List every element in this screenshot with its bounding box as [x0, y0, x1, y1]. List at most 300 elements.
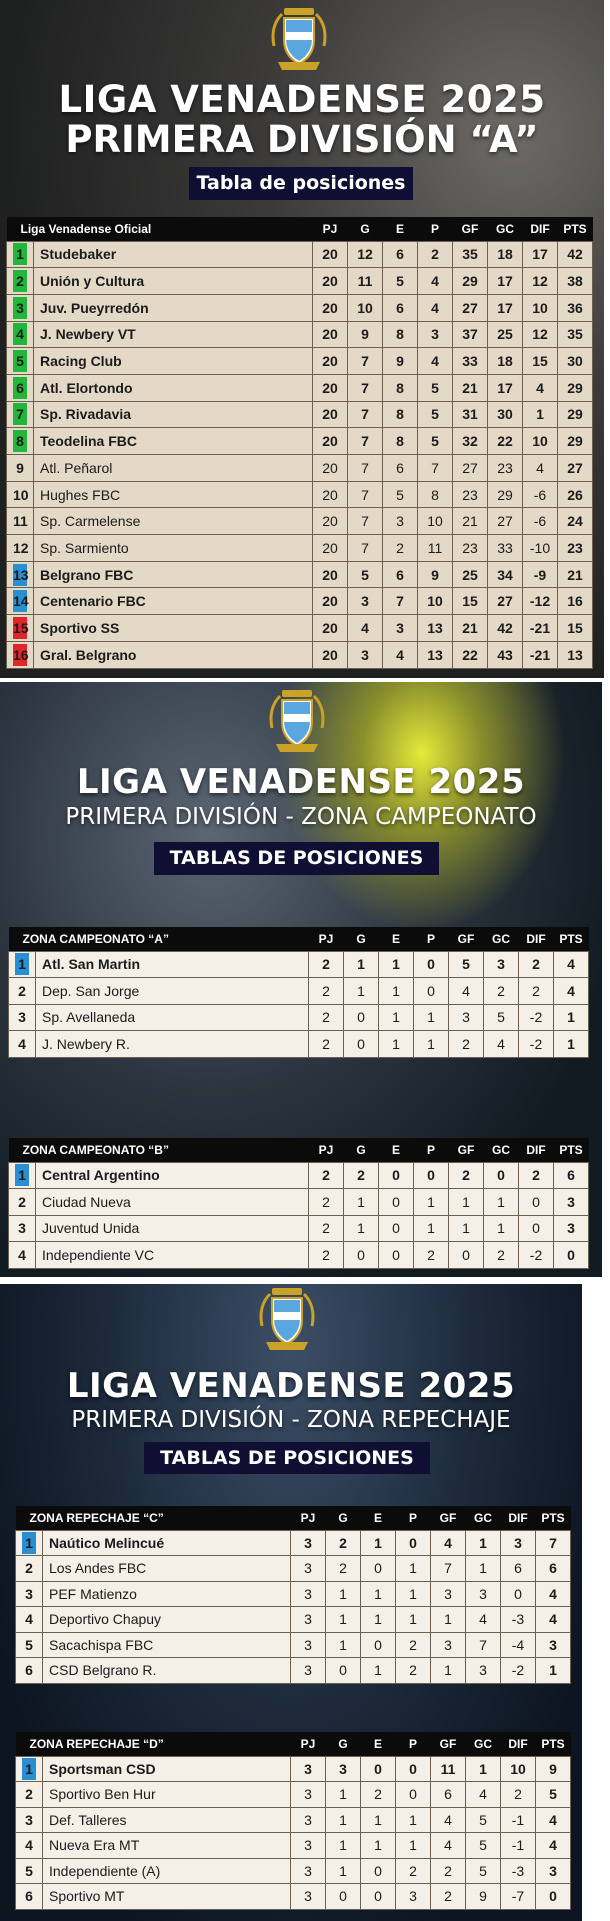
- rank-number: 3: [13, 297, 27, 319]
- table-row: [7, 294, 593, 321]
- team-name: CSD Belgrano R.: [43, 1658, 291, 1684]
- column-header-dif: DIF: [519, 927, 554, 951]
- rank-cell: [16, 1607, 43, 1633]
- league-crest-icon: [266, 688, 328, 756]
- stat-pj: 20: [313, 401, 348, 428]
- panel2-title: LIGA VENADENSE 2025: [76, 762, 526, 802]
- stat-gc: 23: [488, 455, 523, 482]
- rank-number: 1: [22, 1532, 36, 1554]
- rank-number: 4: [13, 323, 27, 345]
- stat-pj: 20: [313, 535, 348, 562]
- stat-gc: 1: [484, 1215, 519, 1242]
- table-row: [16, 1658, 571, 1684]
- column-header-p: P: [414, 1138, 449, 1162]
- stat-pj: 3: [291, 1607, 326, 1633]
- rank-cell: [7, 241, 34, 268]
- column-header-gf: GF: [431, 1732, 466, 1756]
- rank-cell: [16, 1884, 43, 1910]
- column-header-dif: DIF: [523, 217, 558, 241]
- table-row: [7, 615, 593, 642]
- column-header-gc: GC: [484, 927, 519, 951]
- panel1-badge: Tabla de posiciones: [189, 167, 413, 200]
- stat-gf: 0: [449, 1242, 484, 1269]
- stat-p: 3: [396, 1884, 431, 1910]
- table-row: [16, 1858, 571, 1884]
- stat-gc: 27: [488, 508, 523, 535]
- team-name: Central Argentino: [36, 1162, 309, 1189]
- table-header-row: [16, 1732, 571, 1756]
- rank-number: 4: [25, 1611, 33, 1628]
- stat-p: 0: [396, 1756, 431, 1782]
- stat-e: 8: [383, 374, 418, 401]
- stat-dif: 4: [523, 374, 558, 401]
- stat-pj: 20: [313, 561, 348, 588]
- stat-pts: 4: [554, 978, 589, 1005]
- stat-g: 1: [344, 1189, 379, 1216]
- rank-number: 5: [13, 350, 27, 372]
- stat-p: 0: [396, 1782, 431, 1808]
- stat-pts: 0: [536, 1884, 571, 1910]
- column-header-e: E: [383, 217, 418, 241]
- panel3-subtitle: PRIMERA DIVISIÓN - ZONA REPECHAJE: [71, 1407, 511, 1433]
- stat-g: 7: [348, 455, 383, 482]
- rank-cell: [16, 1858, 43, 1884]
- rank-number: 2: [13, 270, 27, 292]
- rank-number: 8: [13, 430, 27, 452]
- team-name: Racing Club: [34, 348, 313, 375]
- column-header-pj: PJ: [313, 217, 348, 241]
- rank-cell: [7, 428, 34, 455]
- stat-g: 1: [326, 1858, 361, 1884]
- panel3-title: LIGA VENADENSE 2025: [66, 1366, 516, 1406]
- stat-dif: 17: [523, 241, 558, 268]
- column-header-p: P: [418, 217, 453, 241]
- stat-pj: 20: [313, 428, 348, 455]
- stat-e: 0: [361, 1556, 396, 1582]
- stat-e: 3: [383, 508, 418, 535]
- stat-pj: 2: [309, 1189, 344, 1216]
- stat-pj: 2: [309, 951, 344, 978]
- stat-e: 1: [361, 1807, 396, 1833]
- stat-dif: -2: [519, 1242, 554, 1269]
- rank-number: 1: [22, 1758, 36, 1780]
- column-header-g: G: [344, 927, 379, 951]
- stat-dif: -1: [501, 1807, 536, 1833]
- table-name-header: ZONA REPECHAJE “C”: [16, 1506, 291, 1530]
- stat-dif: 2: [519, 1162, 554, 1189]
- rank-cell: [9, 1004, 36, 1031]
- stat-dif: 12: [523, 268, 558, 295]
- table-row: [7, 508, 593, 535]
- stat-gc: 0: [484, 1162, 519, 1189]
- stat-p: 10: [418, 588, 453, 615]
- stat-gc: 3: [466, 1581, 501, 1607]
- stat-gf: 4: [431, 1530, 466, 1556]
- stat-gf: 1: [431, 1607, 466, 1633]
- stat-dif: 2: [501, 1782, 536, 1808]
- rank-number: 9: [16, 459, 24, 476]
- stat-dif: -3: [501, 1858, 536, 1884]
- stat-pj: 3: [291, 1658, 326, 1684]
- stat-e: 8: [383, 321, 418, 348]
- table-header-row: [7, 217, 593, 241]
- panel2-subtitle: PRIMERA DIVISIÓN - ZONA CAMPEONATO: [65, 804, 537, 830]
- team-name: Sp. Carmelense: [34, 508, 313, 535]
- panel-zona-campeonato: [0, 682, 602, 1277]
- stat-pj: 20: [313, 481, 348, 508]
- team-name: Sp. Sarmiento: [34, 535, 313, 562]
- table-row: [9, 1215, 589, 1242]
- stat-p: 1: [414, 1189, 449, 1216]
- column-header-g: G: [344, 1138, 379, 1162]
- rank-number: 16: [13, 644, 27, 666]
- table-header-row: [9, 1138, 589, 1162]
- table-row: [7, 641, 593, 668]
- stat-g: 0: [344, 1004, 379, 1031]
- table-row: [9, 951, 589, 978]
- stat-gf: 23: [453, 535, 488, 562]
- stat-pts: 7: [536, 1530, 571, 1556]
- stat-pj: 3: [291, 1632, 326, 1658]
- team-name: PEF Matienzo: [43, 1581, 291, 1607]
- rank-number: 6: [13, 377, 27, 399]
- stat-gf: 23: [453, 481, 488, 508]
- column-header-pts: PTS: [558, 217, 593, 241]
- stat-gc: 1: [466, 1530, 501, 1556]
- table-row: [16, 1556, 571, 1582]
- rank-number: 6: [25, 1662, 33, 1679]
- stat-p: 8: [418, 481, 453, 508]
- table-row: [7, 535, 593, 562]
- stat-dif: -12: [523, 588, 558, 615]
- column-header-p: P: [396, 1506, 431, 1530]
- stat-pts: 1: [554, 1031, 589, 1058]
- stat-dif: -2: [501, 1658, 536, 1684]
- table-row: [16, 1756, 571, 1782]
- stat-gf: 25: [453, 561, 488, 588]
- team-name: Independiente VC: [36, 1242, 309, 1269]
- stat-gf: 2: [431, 1884, 466, 1910]
- stat-e: 1: [361, 1530, 396, 1556]
- stat-g: 7: [348, 428, 383, 455]
- table-row: [9, 1242, 589, 1269]
- rank-cell: [9, 951, 36, 978]
- stat-e: 0: [361, 1884, 396, 1910]
- stat-dif: 10: [523, 294, 558, 321]
- team-name: Belgrano FBC: [34, 561, 313, 588]
- stat-gf: 1: [449, 1189, 484, 1216]
- standings-table-repechaje-c: [15, 1506, 571, 1684]
- rank-cell: [16, 1530, 43, 1556]
- stat-p: 5: [418, 428, 453, 455]
- stat-p: 2: [396, 1658, 431, 1684]
- stat-pts: 15: [558, 615, 593, 642]
- stat-pj: 3: [291, 1782, 326, 1808]
- stat-pts: 3: [536, 1858, 571, 1884]
- stat-g: 10: [348, 294, 383, 321]
- rank-cell: [16, 1807, 43, 1833]
- column-header-p: P: [396, 1732, 431, 1756]
- table-row: [9, 1004, 589, 1031]
- stat-e: 6: [383, 294, 418, 321]
- stat-gc: 42: [488, 615, 523, 642]
- stat-gc: 29: [488, 481, 523, 508]
- table-row: [16, 1884, 571, 1910]
- column-header-pts: PTS: [554, 1138, 589, 1162]
- stat-pj: 2: [309, 1004, 344, 1031]
- rank-cell: [7, 268, 34, 295]
- team-name: Naútico Melincué: [43, 1530, 291, 1556]
- stat-p: 7: [418, 455, 453, 482]
- team-name: Hughes FBC: [34, 481, 313, 508]
- stat-e: 1: [379, 1004, 414, 1031]
- stat-p: 5: [418, 401, 453, 428]
- stat-g: 7: [348, 535, 383, 562]
- team-name: Sportsman CSD: [43, 1756, 291, 1782]
- stat-p: 4: [418, 294, 453, 321]
- stat-g: 1: [326, 1782, 361, 1808]
- stat-gf: 27: [453, 455, 488, 482]
- stat-pj: 20: [313, 241, 348, 268]
- stat-g: 0: [344, 1031, 379, 1058]
- rank-number: 2: [25, 1786, 33, 1803]
- stat-dif: -6: [523, 481, 558, 508]
- team-name: Dep. San Jorge: [36, 978, 309, 1005]
- stat-gf: 2: [431, 1858, 466, 1884]
- stat-dif: 10: [501, 1756, 536, 1782]
- stat-pts: 6: [554, 1162, 589, 1189]
- stat-pts: 4: [536, 1607, 571, 1633]
- table-header-row: [16, 1506, 571, 1530]
- stat-pts: 0: [554, 1242, 589, 1269]
- stat-e: 1: [379, 951, 414, 978]
- column-header-pj: PJ: [309, 1138, 344, 1162]
- stat-dif: -10: [523, 535, 558, 562]
- stat-pts: 36: [558, 294, 593, 321]
- column-header-gc: GC: [466, 1732, 501, 1756]
- team-name: Studebaker: [34, 241, 313, 268]
- stat-pts: 35: [558, 321, 593, 348]
- column-header-pj: PJ: [309, 927, 344, 951]
- stat-dif: 10: [523, 428, 558, 455]
- stat-pts: 16: [558, 588, 593, 615]
- stat-e: 0: [379, 1162, 414, 1189]
- stat-e: 0: [379, 1189, 414, 1216]
- stat-e: 8: [383, 428, 418, 455]
- rank-number: 2: [18, 1193, 26, 1210]
- rank-number: 6: [25, 1888, 33, 1905]
- stat-g: 7: [348, 374, 383, 401]
- rank-cell: [16, 1833, 43, 1859]
- stat-p: 13: [418, 641, 453, 668]
- stat-e: 7: [383, 588, 418, 615]
- team-name: Teodelina FBC: [34, 428, 313, 455]
- stat-gc: 43: [488, 641, 523, 668]
- stat-pts: 4: [536, 1581, 571, 1607]
- column-header-pts: PTS: [536, 1732, 571, 1756]
- panel-primera-division-a: [0, 0, 604, 678]
- column-header-gf: GF: [431, 1506, 466, 1530]
- stat-g: 7: [348, 401, 383, 428]
- stat-pj: 20: [313, 508, 348, 535]
- panel1-title: LIGA VENADENSE 2025: [58, 78, 546, 121]
- rank-cell: [7, 481, 34, 508]
- table-row: [16, 1632, 571, 1658]
- stat-e: 8: [383, 401, 418, 428]
- stat-p: 0: [396, 1530, 431, 1556]
- stat-pts: 1: [536, 1658, 571, 1684]
- stat-e: 1: [361, 1833, 396, 1859]
- table-name-header: ZONA CAMPEONATO “A”: [9, 927, 309, 951]
- column-header-e: E: [361, 1506, 396, 1530]
- table-row: [9, 1162, 589, 1189]
- stat-p: 1: [414, 1215, 449, 1242]
- stat-pj: 20: [313, 348, 348, 375]
- stat-g: 2: [326, 1530, 361, 1556]
- column-header-e: E: [379, 927, 414, 951]
- stat-dif: 1: [523, 401, 558, 428]
- table-row: [7, 374, 593, 401]
- rank-cell: [7, 561, 34, 588]
- stat-gf: 21: [453, 615, 488, 642]
- rank-cell: [9, 1162, 36, 1189]
- stat-pj: 20: [313, 321, 348, 348]
- column-header-g: G: [326, 1506, 361, 1530]
- rank-cell: [7, 321, 34, 348]
- stat-pts: 26: [558, 481, 593, 508]
- stat-pts: 4: [536, 1833, 571, 1859]
- stat-pj: 20: [313, 615, 348, 642]
- stat-gc: 17: [488, 374, 523, 401]
- stat-e: 0: [361, 1632, 396, 1658]
- table-row: [16, 1807, 571, 1833]
- stat-g: 1: [326, 1807, 361, 1833]
- stat-g: 5: [348, 561, 383, 588]
- stat-pts: 4: [554, 951, 589, 978]
- column-header-pj: PJ: [291, 1506, 326, 1530]
- stat-p: 0: [414, 951, 449, 978]
- team-name: Unión y Cultura: [34, 268, 313, 295]
- standings-table-campeonato-a: [8, 927, 589, 1058]
- stat-pts: 24: [558, 508, 593, 535]
- table-name-header: ZONA REPECHAJE “D”: [16, 1732, 291, 1756]
- rank-cell: [7, 455, 34, 482]
- stat-e: 1: [361, 1581, 396, 1607]
- stat-g: 2: [344, 1162, 379, 1189]
- stat-gc: 33: [488, 535, 523, 562]
- column-header-pts: PTS: [554, 927, 589, 951]
- stat-pj: 20: [313, 455, 348, 482]
- team-name: Sportivo SS: [34, 615, 313, 642]
- stat-pj: 2: [309, 1162, 344, 1189]
- stat-p: 4: [418, 268, 453, 295]
- rank-number: 1: [15, 953, 29, 975]
- stat-e: 1: [361, 1658, 396, 1684]
- team-name: Gral. Belgrano: [34, 641, 313, 668]
- stat-gf: 21: [453, 374, 488, 401]
- stat-gc: 5: [484, 1004, 519, 1031]
- rank-number: 2: [18, 982, 26, 999]
- stat-p: 3: [418, 321, 453, 348]
- stat-g: 1: [344, 1215, 379, 1242]
- standings-table-campeonato-b: [8, 1138, 589, 1269]
- table-row: [9, 1031, 589, 1058]
- team-name: J. Newbery VT: [34, 321, 313, 348]
- stat-gc: 27: [488, 588, 523, 615]
- stat-pts: 5: [536, 1782, 571, 1808]
- stat-pts: 3: [536, 1632, 571, 1658]
- stat-g: 1: [326, 1632, 361, 1658]
- stat-p: 5: [418, 374, 453, 401]
- stat-pj: 3: [291, 1807, 326, 1833]
- stat-pts: 3: [554, 1189, 589, 1216]
- table-row: [7, 401, 593, 428]
- stat-p: 1: [414, 1031, 449, 1058]
- rank-cell: [9, 1215, 36, 1242]
- stat-gc: 4: [484, 1031, 519, 1058]
- stat-gc: 25: [488, 321, 523, 348]
- stat-dif: 4: [523, 455, 558, 482]
- stat-p: 1: [396, 1556, 431, 1582]
- column-header-p: P: [414, 927, 449, 951]
- stat-g: 3: [348, 588, 383, 615]
- standings-table-repechaje-d: [15, 1732, 571, 1910]
- rank-cell: [7, 535, 34, 562]
- table-name-header: ZONA CAMPEONATO “B”: [9, 1138, 309, 1162]
- stat-pj: 2: [309, 1031, 344, 1058]
- stat-gc: 7: [466, 1632, 501, 1658]
- panel-zona-repechaje: [0, 1284, 582, 1921]
- team-name: Sportivo MT: [43, 1884, 291, 1910]
- stat-g: 1: [344, 978, 379, 1005]
- rank-cell: [9, 1031, 36, 1058]
- stat-p: 1: [396, 1607, 431, 1633]
- rank-number: 4: [18, 1035, 26, 1052]
- stat-gc: 4: [466, 1782, 501, 1808]
- team-name: Sp. Avellaneda: [36, 1004, 309, 1031]
- rank-cell: [16, 1782, 43, 1808]
- rank-cell: [9, 1242, 36, 1269]
- stat-e: 0: [361, 1756, 396, 1782]
- stat-dif: 0: [501, 1581, 536, 1607]
- team-name: Atl. San Martin: [36, 951, 309, 978]
- stat-pj: 3: [291, 1884, 326, 1910]
- stat-gc: 3: [484, 951, 519, 978]
- stat-pts: 29: [558, 401, 593, 428]
- stat-g: 12: [348, 241, 383, 268]
- stat-gc: 5: [466, 1833, 501, 1859]
- stat-dif: 2: [519, 978, 554, 1005]
- rank-cell: [9, 978, 36, 1005]
- league-crest-icon: [268, 6, 330, 74]
- stat-g: 3: [326, 1756, 361, 1782]
- rank-number: 4: [25, 1837, 33, 1854]
- stat-p: 2: [396, 1632, 431, 1658]
- stat-g: 11: [348, 268, 383, 295]
- column-header-g: G: [326, 1732, 361, 1756]
- stat-pts: 9: [536, 1756, 571, 1782]
- stat-dif: -4: [501, 1632, 536, 1658]
- rank-cell: [9, 1189, 36, 1216]
- table-row: [16, 1530, 571, 1556]
- table-row: [9, 978, 589, 1005]
- panel1-subtitle: PRIMERA DIVISIÓN “A”: [65, 118, 539, 161]
- stat-gc: 2: [484, 978, 519, 1005]
- stat-dif: 2: [519, 951, 554, 978]
- stat-gf: 5: [449, 951, 484, 978]
- team-name: Atl. Peñarol: [34, 455, 313, 482]
- stat-pj: 20: [313, 374, 348, 401]
